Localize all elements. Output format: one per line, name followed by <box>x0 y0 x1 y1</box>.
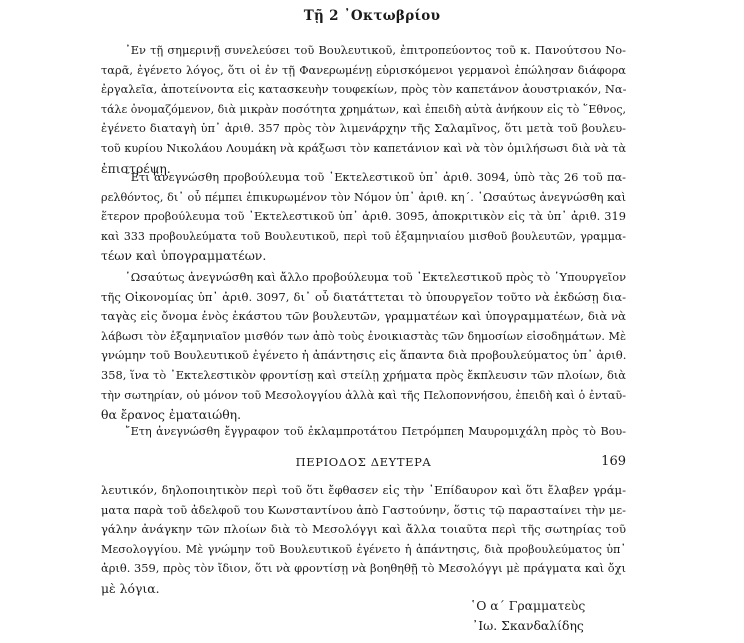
paragraph-2 <box>101 168 626 266</box>
text-line: ἐργαλεῖα, ἀποτείνοντα εἰς κατασκευὴν τουφεκίων, πρὸς τὸν καπετάνον ἀουστριακόν, Να- <box>101 82 627 97</box>
text-line: ἐπιστρέψῃ. <box>101 160 171 176</box>
running-header-title: ΠΕΡΙΟΔΟΣ ΔΕΥΤΕΡΑ <box>295 455 432 469</box>
text-line: ῎Ετη ἀνεγνώσθη ἔγγραφον τοῦ ἐκλαμπροτάτου Πετρόμπεη Μαυρομιχάλη πρὸς τὸ Βου- <box>125 425 626 438</box>
text-line: γνώμην τοῦ Βουλευτικοῦ ἐγένετο ἡ ἀπάντησις εἰς ἅπαντα διὰ προβουλεύματος ὑπ᾿ ἀριθ. <box>101 348 627 363</box>
text-line: ρελθόντος, δι᾿ οὗ πέμπει ἐπικυρωμένον τὸν Νόμον ὑπ᾿ ἀριθ. κη΄. ῾Ωσαύτως ἀνεγνώσθη καὶ <box>101 190 626 204</box>
text-line: τὴν σωτηρίαν, οὐ μόνον τοῦ Μεσολογγίου ἀλλὰ καὶ τῆς Πελοποννήσου, ἐπειδὴ καὶ ὁ ἐνταῦ- <box>101 388 626 402</box>
text-line: ταρᾶ, ἐγένετο λόγος, ὅτι οἱ ἐν τῇ Φανερωμένῃ εὑρισκόμενοι γερμανοὶ ἐπώλησαν διάφορα <box>101 62 626 77</box>
text-line: ματα παρὰ τοῦ ἀδελφοῦ του Κωνσταντίνου ἀπὸ Γαστούνην, ὅστις τῷ παρασταίνει τὴν με- <box>101 502 626 517</box>
text-line: γάλην ἀνάγκην τῶν πλοίων διὰ τὸ Μεσολόγγι καὶ ἄλλα τοιαῦτα περὶ τῆς σωτηρίας τοῦ <box>101 522 626 537</box>
text-line: ῎Ετι ἀνεγνώσθη προβούλευμα τοῦ ᾿Εκτελεστικοῦ ὑπ᾿ ἀριθ. 3094, ὑπὸ τὰς 26 τοῦ πα- <box>125 170 626 184</box>
paragraph-1 <box>101 41 626 178</box>
text-line: ταγὰς εἰς ὄνομα ἑνὸς ἑκάστου τῶν βουλευτῶν, γραμματέων καὶ ὑπογραμματέων, διὰ νὰ <box>101 309 626 324</box>
signature-role: ῾Ο α΄ Γραμματεὺς <box>470 598 586 613</box>
page-number: 169 <box>601 454 626 469</box>
text-line: τέων καὶ ὑπογραμματέων. <box>101 248 267 264</box>
paragraph-4 <box>101 422 626 442</box>
text-line: λάβωσι τὸν ἑξαμηνιαῖον μισθόν των ἀπὸ τοὺς ἐνοικιαστὰς τῶν δημοσίων εἰσοδημάτων. Μὲ <box>101 329 626 343</box>
signature-name: ᾿Ιω. Σκανδαλίδης <box>472 618 584 633</box>
text-line: λευτικόν, δηλοποιητικὸν περὶ τοῦ ὅτι ἔφθασεν εἰς τὴν ᾿Επίδαυρον καὶ ὅτι ἔλαβεν γράμ- <box>101 483 626 497</box>
text-line: Μεσολογγίου. Μὲ γνώμην τοῦ Βουλευτικοῦ ἐγένετο ἡ ἀπάντησις, διὰ προβουλεύματος ὑπ᾿ <box>101 542 626 556</box>
text-line: τάλε ὀνομαζόμενον, διὰ μικρὰν ποσότητα χρημάτων, καὶ ἐπειδὴ αὐτὰ ἀνήκουν εἰς τὸ ῞Εθνος, <box>101 102 626 116</box>
text-line: ἐγένετο διαταγὴ ὑπ᾿ ἀριθ. 357 πρὸς τὸν λιμενάρχην τῆς Σαλαμῖνος, ὅτι μετὰ τοῦ βουλευ- <box>101 121 626 136</box>
text-line: μὲ λόγια. <box>101 580 160 596</box>
paragraph-4-continuation <box>101 481 626 599</box>
text-line: τοῦ κυρίου Νικολάου Λουμάκη νὰ κράξωσι τὸν καπετάνιον καὶ νὰ τὸν ὁμιλήσωσι διὰ νὰ τὰ <box>101 141 626 155</box>
text-line: 358, ἵνα τὸ ᾿Εκτελεστικὸν φροντίσῃ καὶ στείλῃ χρήματα πρὸς ἔκπλευσιν τῶν πλοίων, διὰ <box>101 367 626 382</box>
running-header <box>101 452 626 472</box>
section-date-heading: Τῇ 2 ᾿Οκτωβρίου <box>303 8 441 24</box>
text-line: καὶ 333 προβουλεύματα τοῦ Βουλευτικοῦ, περὶ τοῦ ἑξαμηνιαίου μισθοῦ βουλευτῶν, γραμμα- <box>101 229 626 243</box>
text-line: ἀριθ. 359, πρὸς τὸν ἴδιον, ὅτι νὰ φροντίσῃ νὰ βοηθηθῇ τὸ Μεσολόγγι μὲ πράγματα καὶ ὄχι <box>101 561 626 576</box>
text-line: τῆς Οἰκονομίας ὑπ᾿ ἀριθ. 3097, δι᾿ οὗ διατάττεται τὸ ὑπουργεῖον τοῦτο νὰ ἐκδώσῃ δια- <box>101 289 626 304</box>
text-line: ῾Ωσαύτως ἀνεγνώσθη καὶ ἄλλο προβούλευμα τοῦ ᾿Εκτελεστικοῦ πρὸς τὸ ῾Υπουργεῖον <box>125 270 626 284</box>
text-line: θα ἔρανος ἐματαιώθη. <box>101 407 242 423</box>
text-line: ᾿Εν τῇ σημερινῇ συνελεύσει τοῦ Βουλευτικοῦ, ἐπιτροπεύοντος τοῦ κ. Πανούτσου Νο- <box>125 43 626 57</box>
paragraph-3 <box>101 268 626 425</box>
text-line: ἕτερον προβούλευμα τοῦ ᾿Εκτελεστικοῦ ὑπ᾿ ἀριθ. 3095, ἀποκριτικὸν εἰς τὰ ὑπ᾿ ἀριθ. 319 <box>101 209 626 224</box>
